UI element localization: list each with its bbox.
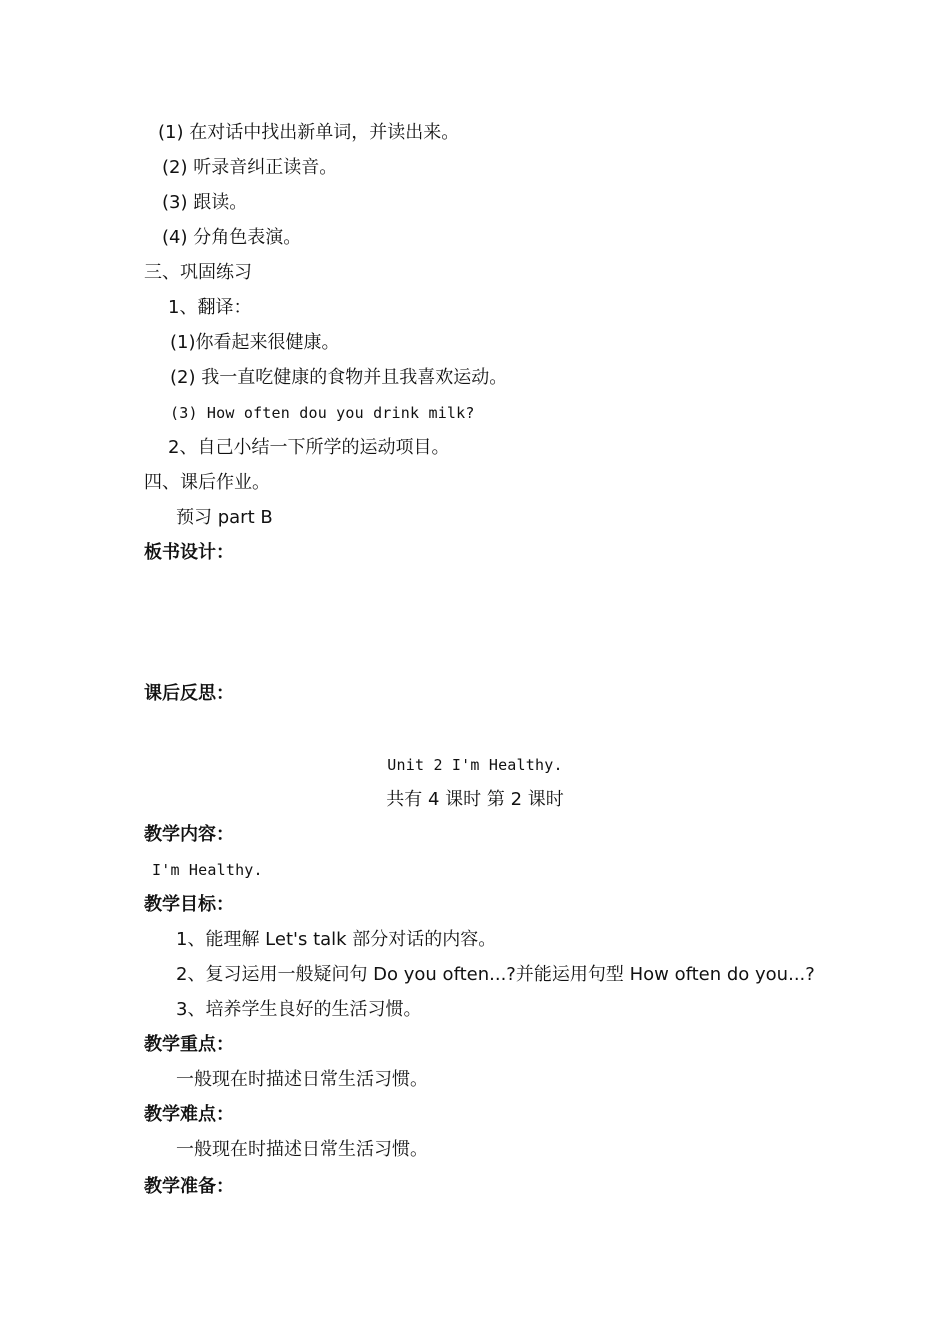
teaching-difficulty-label: 教学难点： xyxy=(144,1104,234,1125)
step-3: (3) 跟读。 xyxy=(162,192,248,213)
board-design-label: 板书设计： xyxy=(144,542,234,563)
exercise-1-label: 1、翻译： xyxy=(168,297,252,318)
teaching-focus-text: 一般现在时描述日常生活习惯。 xyxy=(176,1069,428,1090)
homework-line: 预习 part B xyxy=(176,507,273,528)
teaching-content-label: 教学内容： xyxy=(144,824,234,845)
reflection-label: 课后反思： xyxy=(144,683,234,704)
section-heading-4: 四、课后作业。 xyxy=(144,472,270,493)
unit-title: Unit 2 I'm Healthy. xyxy=(387,756,563,774)
translation-3: (3) How often dou you drink milk? xyxy=(170,404,475,422)
teaching-content-text: I'm Healthy. xyxy=(152,861,263,879)
translation-1: (1)你看起来很健康。 xyxy=(170,332,340,353)
goal-3: 3、培养学生良好的生活习惯。 xyxy=(176,999,422,1020)
teaching-difficulty-text: 一般现在时描述日常生活习惯。 xyxy=(176,1139,428,1160)
step-1: (1) 在对话中找出新单词，并读出来。 xyxy=(158,122,460,143)
goal-2: 2、复习运用一般疑问句 Do you often...?并能运用句型 How often do you...? xyxy=(176,964,815,985)
teaching-focus-label: 教学重点： xyxy=(144,1034,234,1055)
exercise-2: 2、自己小结一下所学的运动项目。 xyxy=(168,437,450,458)
teaching-goals-label: 教学目标： xyxy=(144,894,234,915)
teaching-prep-label: 教学准备： xyxy=(144,1176,234,1197)
translation-2: (2) 我一直吃健康的食物并且我喜欢运动。 xyxy=(170,367,508,388)
step-2: (2) 听录音纠正读音。 xyxy=(162,157,338,178)
period-line: 共有 4 课时 第 2 课时 xyxy=(386,789,564,810)
section-heading-3: 三、巩固练习 xyxy=(144,262,252,283)
step-4: (4) 分角色表演。 xyxy=(162,227,302,248)
goal-1: 1、能理解 Let's talk 部分对话的内容。 xyxy=(176,929,497,950)
